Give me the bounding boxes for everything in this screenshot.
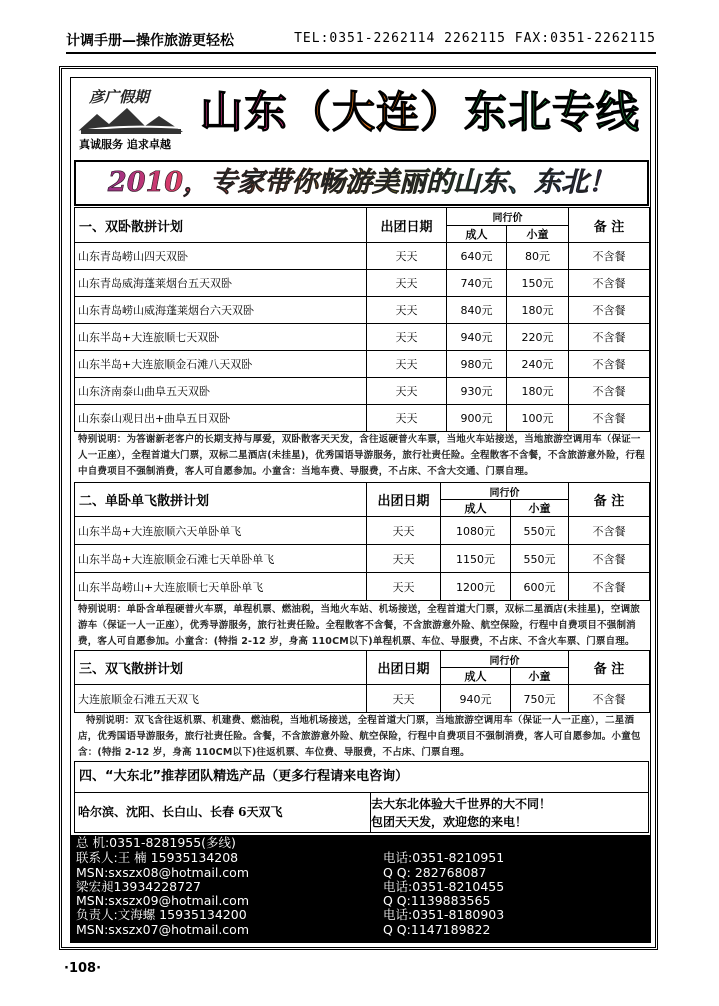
- route-name: 山东半岛+大连旅顺金石滩七天单卧单飞: [75, 545, 367, 573]
- child-price: 550元: [511, 517, 569, 545]
- adult-price: 980元: [447, 351, 507, 378]
- contact-right-2: Q Q: 282768087: [383, 865, 487, 880]
- child-price: 240元: [507, 351, 569, 378]
- page-number: ·108·: [64, 961, 102, 976]
- contact-right-3: 电话:0351-8210455: [383, 879, 505, 894]
- departure-date: 天天: [367, 405, 447, 432]
- remark: 不含餐: [569, 517, 650, 545]
- recommendation-slogan: [371, 795, 551, 831]
- route-name: 山东半岛+大连旅顺六天单卧单飞: [75, 517, 367, 545]
- section2-title: 二、单卧单飞散拼计划: [75, 483, 367, 517]
- header-peer-price: 同行价: [441, 651, 569, 668]
- main-phone: 总 机:0351-8281955(多线): [76, 835, 236, 850]
- section1-note: 特别说明：为答谢新老客户的长期支持与厚爱，双卧散客天天发，含往返硬普火车票，当地火车站接送，当地旅游空调用车（保证一人一正座），全程首道大门票，双标二星酒店(未挂星)，优秀国语导游服务，旅行社责任险。全程散客不含餐，不含旅游意外险，行程中自费项目不强制消费，客人可自愿参加。小童含：当地车费、导服费，不占床、不含大交通、门票自理。: [78, 434, 645, 477]
- contact-panel: [71, 835, 651, 942]
- remark: 不含餐: [569, 270, 650, 297]
- mountain-icon: [75, 106, 185, 134]
- section2-note: 特别说明：单卧含单程硬普火车票，单程机票、燃油税，当地火车站、机场接送，全程首道大门票，双标二星酒店(未挂星)，空调旅游车（保证一人一正座），优秀导游服务，旅行社责任险。全程散客不含餐，不含旅游意外险、航空保险，行程中自费项目不强制消费，客人可自愿参加。小童含：(特指 2-12 岁，身高 110CM以下)单程机票、车位、导服费，不占床、不含火车票、门票自理。: [78, 604, 640, 647]
- header-child: 小童: [511, 500, 569, 517]
- contact-left-3: 梁宏昶13934228727: [76, 879, 201, 894]
- title-part-dongbei: 东北专线: [464, 88, 640, 138]
- section4-title: 四、“大东北”推荐团队精选产品（更多行程请来电咨询）: [74, 761, 649, 793]
- contact-left-4: MSN:sxszx09@hotmail.com: [76, 893, 249, 908]
- departure-date: 天天: [367, 297, 447, 324]
- table-row: [75, 324, 650, 351]
- contact-left-5: 负责人:文海螺 15935134200: [76, 907, 247, 922]
- section4-body: [74, 793, 649, 833]
- table-row: [75, 297, 650, 324]
- adult-price: 900元: [447, 405, 507, 432]
- header-adult: 成人: [441, 500, 511, 517]
- contact-right-1: 电话:0351-8210951: [383, 850, 505, 865]
- child-price: 150元: [507, 270, 569, 297]
- route-name: 大连旅顺金石滩五天双飞: [75, 685, 367, 713]
- remark: 不含餐: [569, 405, 650, 432]
- title-part-dalian: （大连）: [288, 88, 464, 138]
- child-price: 100元: [507, 405, 569, 432]
- departure-date: 天天: [367, 685, 441, 713]
- contact-left-2: MSN:sxszx08@hotmail.com: [76, 865, 249, 880]
- section3-note: 特别说明：双飞含往返机票、机建费、燃油税，当地机场接送，全程首道大门票，当地旅游空调用车（保证一人一正座），二星酒店，优秀国语导游服务，旅行社责任险。含餐，不含旅游意外险、航空保险，行程中自费项目不强制消费，客人可自愿参加。小童包含：(特指 2-12 岁，身高 110CM以下)往返机票、车位费、导服费，不占床、门票自理。: [78, 715, 641, 758]
- slogan-line-1: 去大东北体验大千世界的大不同！: [371, 797, 552, 811]
- remark: 不含餐: [569, 324, 650, 351]
- child-price: 180元: [507, 297, 569, 324]
- route-name: 山东半岛+大连旅顺七天双卧: [75, 324, 367, 351]
- contact-left-1: 联系人:王 楠 15935134208: [76, 850, 239, 865]
- header-departure: 出团日期: [367, 651, 441, 685]
- remark: 不含餐: [569, 243, 650, 270]
- slogan-line-2: 包团天天发，欢迎您的来电！: [371, 815, 528, 829]
- table-row: [75, 351, 650, 378]
- section1-table: [74, 207, 650, 432]
- departure-date: 天天: [367, 545, 441, 573]
- route-name: 山东半岛崂山+大连旅顺七天单卧单飞: [75, 573, 367, 601]
- child-price: 550元: [511, 545, 569, 573]
- table-row: [75, 270, 650, 297]
- adult-price: 640元: [447, 243, 507, 270]
- route-name: 山东泰山观日出+曲阜五日双卧: [75, 405, 367, 432]
- adult-price: 1150元: [441, 545, 511, 573]
- main-title: [200, 85, 640, 141]
- table-row: [75, 545, 650, 573]
- remark: 不含餐: [569, 297, 650, 324]
- adult-price: 940元: [441, 685, 511, 713]
- route-name: 山东青岛崂山四天双卧: [75, 243, 367, 270]
- header-remark: 备 注: [569, 651, 650, 685]
- header-peer-price: 同行价: [441, 483, 569, 500]
- route-name: 山东半岛+大连旅顺金石滩八天双卧: [75, 351, 367, 378]
- section3-table: [74, 650, 650, 713]
- departure-date: 天天: [367, 573, 441, 601]
- adult-price: 1080元: [441, 517, 511, 545]
- route-name: 山东青岛威海蓬莱烟台五天双卧: [75, 270, 367, 297]
- remark: 不含餐: [569, 573, 650, 601]
- page-header: [66, 30, 656, 54]
- header-remark: 备 注: [569, 208, 650, 243]
- header-child: 小童: [511, 668, 569, 685]
- section1-title: 一、双卧散拼计划: [75, 208, 367, 243]
- recommended-product: 哈尔滨、沈阳、长白山、长春 6天双飞: [75, 793, 371, 832]
- header-peer-price: 同行价: [447, 208, 569, 226]
- adult-price: 930元: [447, 378, 507, 405]
- header-departure: 出团日期: [367, 208, 447, 243]
- promo-banner: 2010，专家带你畅游美丽的山东、东北！: [74, 160, 649, 206]
- remark: 不含餐: [569, 545, 650, 573]
- logo-slogan: 真诚服务 追求卓越: [79, 138, 171, 151]
- header-child: 小童: [507, 226, 569, 243]
- remark: 不含餐: [569, 685, 650, 713]
- departure-date: 天天: [367, 270, 447, 297]
- adult-price: 740元: [447, 270, 507, 297]
- table-row: [75, 405, 650, 432]
- departure-date: 天天: [367, 243, 447, 270]
- route-name: 山东济南泰山曲阜五天双卧: [75, 378, 367, 405]
- route-name: 山东青岛崂山威海蓬莱烟台六天双卧: [75, 297, 367, 324]
- section3-title: 三、双飞散拼计划: [75, 651, 367, 685]
- remark: 不含餐: [569, 378, 650, 405]
- table-row: [75, 685, 650, 713]
- child-price: 80元: [507, 243, 569, 270]
- remark: 不含餐: [569, 351, 650, 378]
- departure-date: 天天: [367, 324, 447, 351]
- adult-price: 1200元: [441, 573, 511, 601]
- adult-price: 940元: [447, 324, 507, 351]
- departure-date: 天天: [367, 378, 447, 405]
- header-adult: 成人: [441, 668, 511, 685]
- contact-right-5: 电话:0351-8180903: [383, 907, 505, 922]
- table-row: [75, 517, 650, 545]
- company-logo: [75, 84, 191, 156]
- header-adult: 成人: [447, 226, 507, 243]
- contact-right-4: Q Q:1139883565: [383, 893, 491, 908]
- header-remark: 备 注: [569, 483, 650, 517]
- table-row: [75, 378, 650, 405]
- section2-table: [74, 482, 650, 601]
- contact-right-6: Q Q:1147189822: [383, 922, 491, 937]
- header-title: 计调手册—操作旅游更轻松: [66, 33, 234, 49]
- adult-price: 840元: [447, 297, 507, 324]
- table-row: [75, 573, 650, 601]
- title-part-shandong: 山东: [200, 88, 288, 138]
- child-price: 180元: [507, 378, 569, 405]
- header-departure: 出团日期: [367, 483, 441, 517]
- header-contact: TEL:0351-2262114 2262115 FAX:0351-2262115: [294, 31, 656, 46]
- departure-date: 天天: [367, 517, 441, 545]
- logo-brand: 彦广假期: [89, 88, 150, 106]
- child-price: 600元: [511, 573, 569, 601]
- child-price: 220元: [507, 324, 569, 351]
- child-price: 750元: [511, 685, 569, 713]
- contact-left-6: MSN:sxszx07@hotmail.com: [76, 922, 249, 937]
- departure-date: 天天: [367, 351, 447, 378]
- table-row: [75, 243, 650, 270]
